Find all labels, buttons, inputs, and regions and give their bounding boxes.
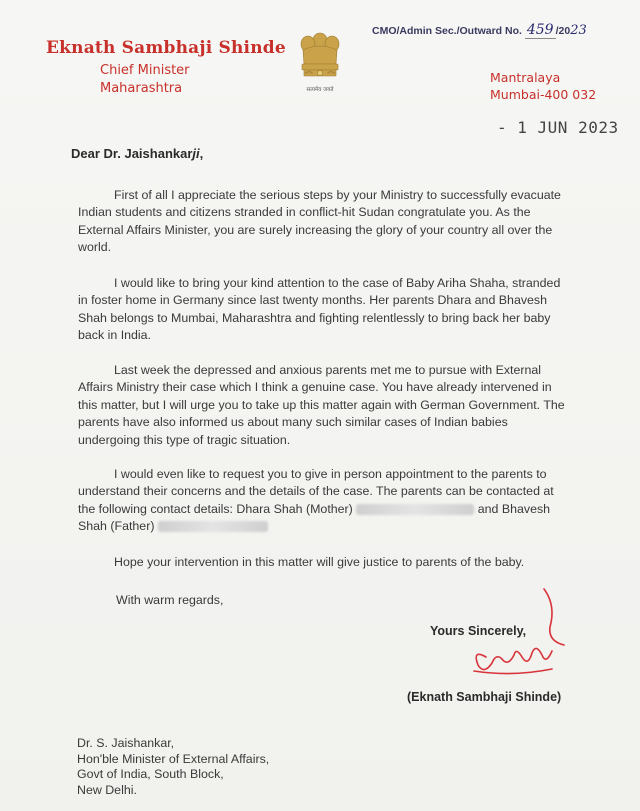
redacted-phone-mother: [356, 504, 474, 515]
salutation: [71, 146, 203, 161]
paragraph-3-text: Last week the depressed and anxious parents met me to pursue with External Affairs Ministry their case which I think a genuine case. You have already intervened in this matter, but I will urge you to take up this matter again with German Government. The parents have also informed us about many such similar cases of Indian babies undergoing this type of tragic situation.: [78, 363, 565, 447]
reference-year: 23: [570, 23, 587, 38]
date-stamp: - 1 JUN 2023: [497, 118, 619, 137]
address-line-2: Mumbai-400 032: [490, 87, 597, 102]
outward-reference: [372, 22, 587, 38]
reference-number: 459: [526, 22, 554, 38]
paragraph-3: [78, 362, 568, 449]
recipient-line-4: New Delhi.: [77, 782, 137, 797]
salutation-suffix: ji: [192, 146, 200, 161]
recipient-address: [77, 736, 269, 798]
emblem-motto: सत्यमेव जयते: [306, 87, 334, 93]
recipient-line-2: Hon'ble Minister of External Affairs,: [77, 751, 270, 766]
signatory-name: (Eknath Sambhaji Shinde): [407, 690, 562, 704]
redacted-phone-father: [158, 521, 268, 532]
address-line-1: Mantralaya: [490, 70, 561, 85]
recipient-line-3: Govt of India, South Block,: [77, 767, 224, 781]
paragraph-4-text-mid: and Bhavesh Shah (Father): [78, 501, 551, 534]
closing-line: With warm regards,: [116, 593, 224, 607]
sign-off: Yours Sincerely,: [430, 624, 527, 638]
office-address: [490, 69, 596, 103]
paragraph-4: [78, 466, 568, 536]
paragraph-2-text: I would like to bring your kind attention to the case of Baby Ariha Shaha, stranded in foster home in Germany since last twenty months. Her parents Dhara and Bhavesh Shah belongs to Mumbai, Maharashtra and fighting relentlessly to bring back her baby back in India.: [78, 276, 561, 343]
sender-title: Chief Minister: [100, 63, 190, 78]
national-emblem-icon: [294, 28, 346, 98]
reference-separator: /20: [555, 25, 571, 37]
salutation-text: Dear Dr. Jaishankar: [71, 146, 193, 161]
paragraph-4-text-start: I would even like to request you to give in person appointment to the parents to understand their concerns and the details of the case. The parents can be contacted at the following contact details: Dhara Shah (Mother): [78, 467, 554, 516]
sender-name: Eknath Sambhaji Shinde: [46, 38, 286, 58]
paragraph-1-text: First of all I appreciate the serious steps by your Ministry to successfully evacuate Indian students and citizens stranded in conflict-hit Sudan congratulate you. As the External Affairs Minister, you are surely increasing the glory of your country all over the world.: [78, 188, 561, 255]
paragraph-5: [78, 554, 568, 571]
reference-prefix: CMO/Admin Sec./Outward No.: [372, 25, 522, 37]
paragraph-1: [78, 187, 568, 257]
paragraph-2: [78, 275, 568, 345]
recipient-line-1: Dr. S. Jaishankar,: [77, 736, 175, 750]
salutation-punct: ,: [199, 146, 204, 161]
letterhead-sender: [46, 38, 286, 98]
sender-state: Maharashtra: [100, 81, 183, 96]
paragraph-5-text: Hope your intervention in this matter will give justice to parents of the baby.: [114, 555, 525, 569]
